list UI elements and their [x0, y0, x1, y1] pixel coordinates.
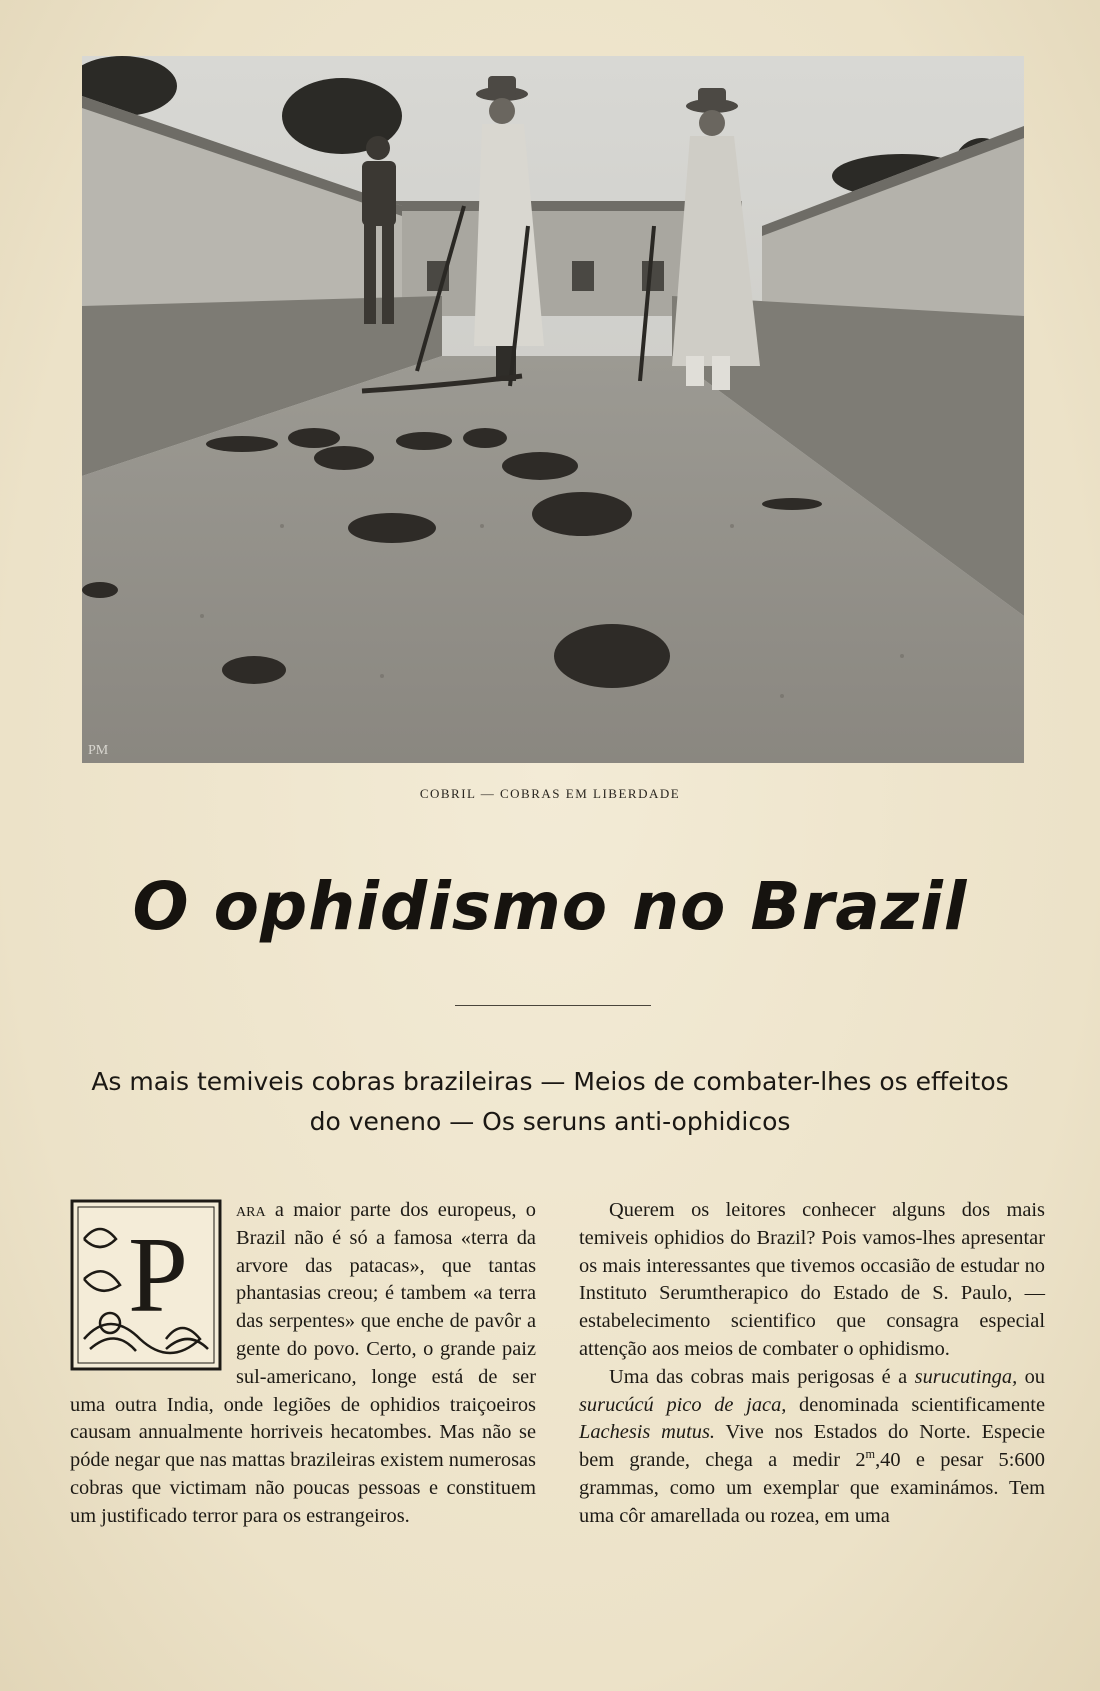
- article-column-right: [579, 1197, 1045, 1531]
- species-name-surucutinga: surucutinga,: [914, 1365, 1018, 1388]
- subtitle-line-2: do veneno — Os seruns anti-ophidicos: [309, 1107, 791, 1136]
- left-paragraph-1: a maior parte dos europeus, o Brazil não é só a famosa «terra da arvore das patacas», que tantas phantasias creou; é tambem «a terra das serpentes» que enche de pavôr a gente do povo. Certo, o grande paiz sul-americano, longe está de ser uma outra India, onde legiões de ophidios traiçoeiros causam annualmente horriveis hecatombes. Mas não se póde negar que nas mattas brazileiras existem numerosas cobras que victimam não poucas pessoas e constituem um justificado terror para os estrangeiros.: [70, 1199, 536, 1527]
- right-paragraph-2-text-g: Vive nos Estados do Norte. Especie bem grande, chega a medir 2: [579, 1421, 1045, 1472]
- article-subtitle: [70, 1062, 1030, 1142]
- ornate-dropcap: [70, 1199, 222, 1371]
- right-paragraph-2-text-a: Uma das cobras mais perigosas é a: [609, 1365, 915, 1388]
- article-column-left: [70, 1197, 536, 1531]
- photograph: [82, 56, 1024, 763]
- right-paragraph-2-text-h: ,40 e pesar 5:600 grammas, como um exemplar que examinámos. Tem uma côr amarellada ou rozea, em uma: [579, 1449, 1045, 1527]
- article-title: O ophidismo no Brazil: [132, 868, 968, 945]
- unit-superscript: m: [865, 1447, 876, 1462]
- species-name-surucucu: surucúcú pico de jaca,: [579, 1393, 787, 1416]
- photo-caption: COBRIL — COBRAS EM LIBERDADE: [419, 786, 681, 801]
- dropcap-letter: P: [128, 1216, 189, 1335]
- right-paragraph-2-text-c: ou: [1017, 1365, 1045, 1388]
- right-paragraph-1: Querem os leitores conhecer alguns dos mais temiveis ophidios do Brazil? Pois vamos-lhes apresentar os mais interessantes que tivemos occasião de estudar no Instituto Serumtherapico do Estado de S. Paulo, — estabelecimento scientifico que consagra especial attenção aos meios de combater o ophidismo.: [579, 1199, 1045, 1360]
- right-paragraph-2-text-e: denominada scientificamente: [786, 1393, 1046, 1416]
- subtitle-line-1: As mais temiveis cobras brazileiras — Meios de combater-lhes os effeitos: [91, 1067, 1009, 1096]
- photo-monogram: PM: [88, 743, 109, 758]
- title-divider: [455, 1005, 651, 1006]
- scientific-name: Lachesis mutus.: [579, 1421, 715, 1444]
- lead-in-smallcaps: ara: [236, 1199, 266, 1221]
- right-paragraph-2: [579, 1364, 1045, 1531]
